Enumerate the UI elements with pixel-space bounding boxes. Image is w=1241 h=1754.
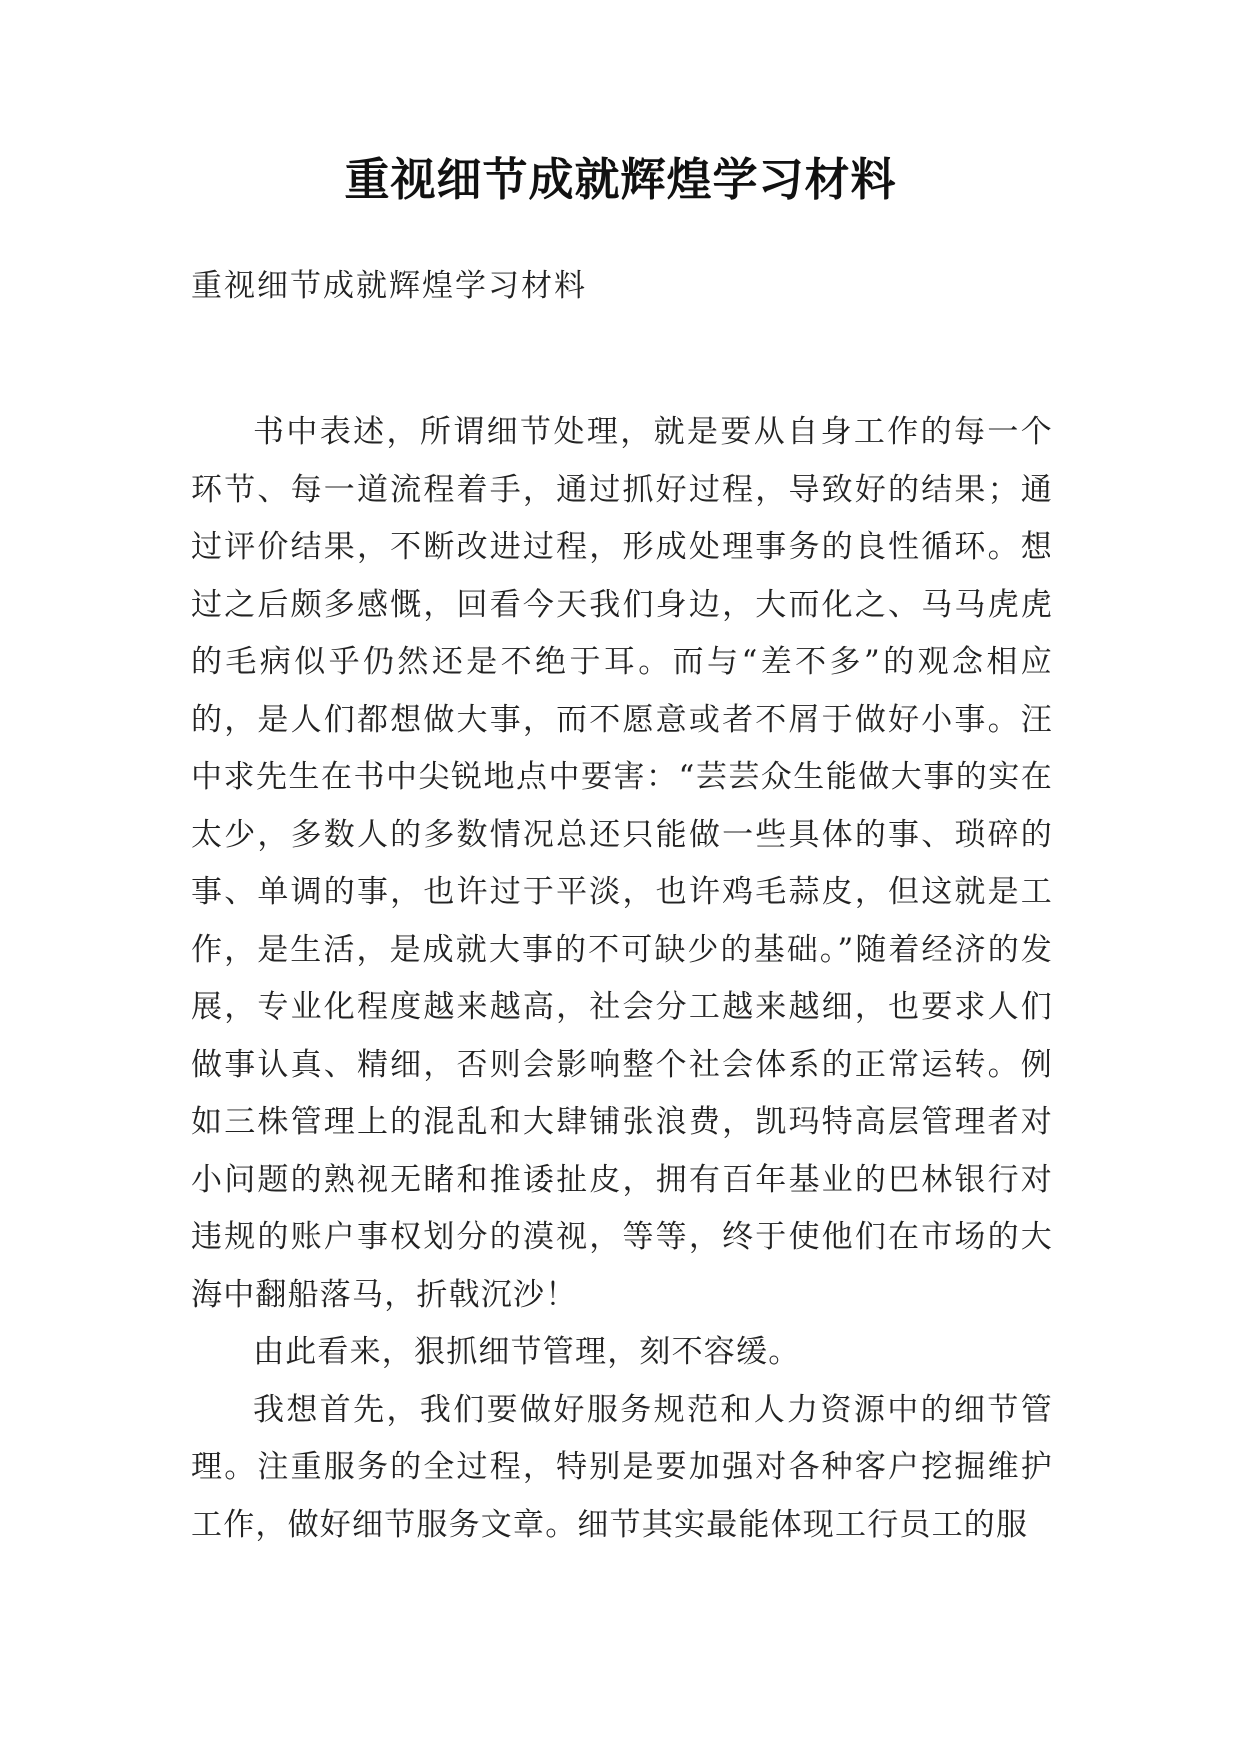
document-subtitle: 重视细节成就辉煌学习材料 [191, 268, 587, 304]
body-paragraph: 我想首先，我们要做好服务规范和人力资源中的细节管理。注重服务的全过程，特别是要加强对各种客户挖掘维护工作，做好细节服务文章。细节其实最能体现工行员工的服 [191, 1391, 1053, 1543]
body-paragraph: 书中表述，所谓细节处理，就是要从自身工作的每一个环节、每一道流程着手，通过抓好过程，导致好的结果；通过评价结果，不断改进过程，形成处理事务的良性循环。想过之后颇多感慨，回看今天我们身边，大而化之、马马虎虎的毛病似乎仍然还是不绝于耳。而与“差不多”的观念相应的，是人们都想做大事，而不愿意或者不屑于做好小事。汪中求先生在书中尖锐地点中要害：“芸芸众生能做大事的实在太少，多数人的多数情况总还只能做一些具体的事、琐碎的事、单调的事，也许过于平淡，也许鸡毛蒜皮，但这就是工作，是生活，是成就大事的不可缺少的基础。”随着经济的发展，专业化程度越来越高，社会分工越来越细，也要求人们做事认真、精细，否则会影响整个社会体系的正常运转。例如三株管理上的混乱和大肆铺张浪费，凯玛特高层管理者对小问题的熟视无睹和推诿扯皮，拥有百年基业的巴林银行对违规的账户事权划分的漠视，等等，终于使他们在市场的大海中翻船落马，折戟沉沙！ [191, 414, 1053, 1313]
document-body [191, 404, 1053, 1554]
document-title: 重视细节成就辉煌学习材料 [344, 153, 897, 206]
body-paragraph: 由此看来，狠抓细节管理，刻不容缓。 [253, 1334, 801, 1370]
